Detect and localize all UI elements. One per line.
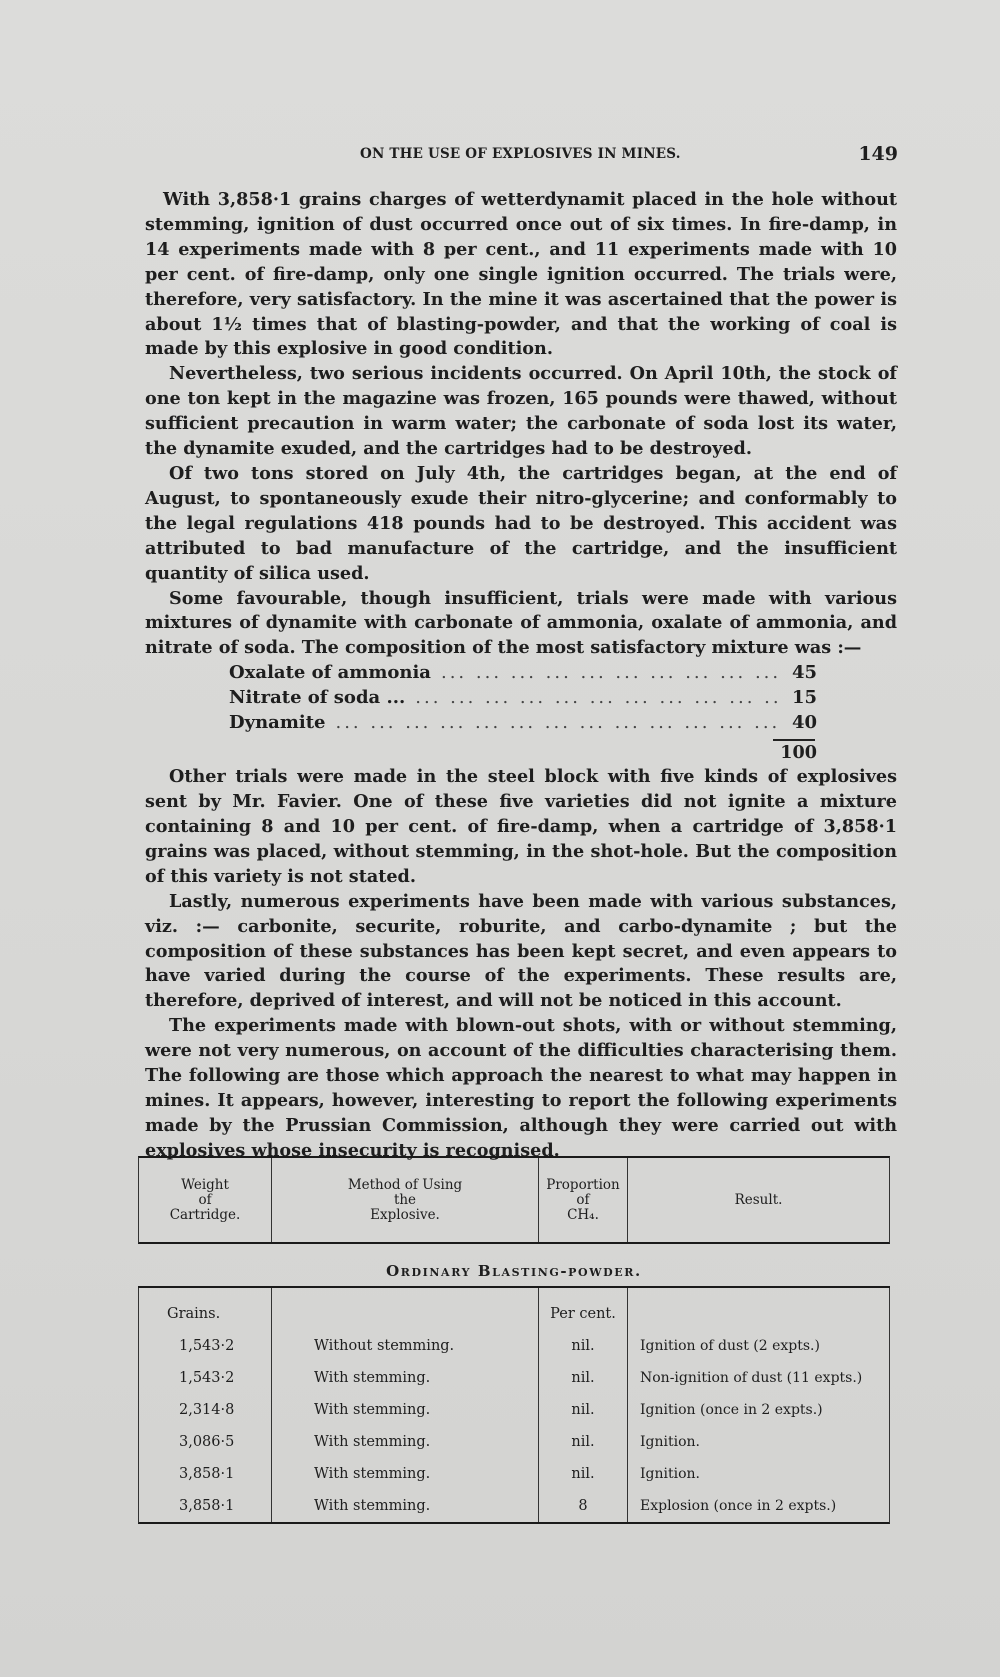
- dot-leader: [415, 686, 777, 711]
- table-cell: 1,543·2: [179, 1338, 235, 1354]
- table-cell: With stemming.: [314, 1466, 431, 1482]
- table-cell: 3,086·5: [179, 1434, 235, 1450]
- table-cell: nil.: [571, 1466, 595, 1482]
- table-cell: Ignition.: [640, 1434, 700, 1450]
- table-cell: With stemming.: [314, 1434, 431, 1450]
- method-column: [272, 1288, 539, 1522]
- mixture-row: [229, 686, 817, 711]
- table-cell: 3,858·1: [179, 1466, 235, 1482]
- paragraph: Of two tons stored on July 4th, the cartridges began, at the end of August, to spontaneously exude their nitro-glycerine; and conformably to the legal regulations 418 pounds had to be destroyed. This accident was attributed to bad manufacture of the cartridge, and the insufficient quantity of silica used.: [145, 462, 897, 584]
- unit-label: Per cent.: [550, 1306, 616, 1322]
- table-cell: nil.: [571, 1338, 595, 1354]
- running-head: ON THE USE OF EXPLOSIVES IN MINES.: [360, 146, 681, 162]
- table-cell: Explosion (once in 2 expts.): [640, 1498, 837, 1514]
- header-proportion: Proportion of CH₄.: [539, 1158, 628, 1242]
- paragraph: Other trials were made in the steel block with five kinds of explosives sent by Mr. Favier. One of these five varieties did not ignite a mixture containing 8 and 10 per cent. of fire-damp, when a cartridge of 3,858·1 grains was placed, without stemming, in the shot-hole. But the composition of this variety is not stated.: [145, 766, 897, 887]
- mixture-list: [229, 661, 817, 765]
- body-text: [145, 188, 897, 1164]
- table-section-title: Ordinary Blasting-powder.: [386, 1262, 642, 1280]
- paragraph: With 3,858·1 grains charges of wetterdynamit placed in the hole without stemming, ignition of dust occurred once out of six times. In fire-damp, in 14 experiments made with 8 per cent., and 11 experiments made with 10 per cent. of fire-damp, only one single ignition occurred. The trials were, therefore, very satisfactory. In the mine it was ascertained that the power is about 1½ times that of blasting-powder, and that the working of coal is made by this explosive in good condition.: [145, 189, 897, 360]
- table-cell: nil.: [571, 1402, 595, 1418]
- mixture-value: 45: [791, 662, 817, 684]
- table-body: [138, 1288, 890, 1524]
- table-header: [138, 1156, 890, 1244]
- mixture-ingredient: Oxalate of ammonia: [229, 662, 431, 684]
- paragraph: The experiments made with blown-out shots, with or without stemming, were not very numerous, on account of the difficulties characterising them. The following are those which approach the nearest to what may happen in mines. It appears, however, interesting to report the following experiments made by the Prussian Commission, although they were carried out with explosives whose insecurity is recognised.: [145, 1015, 897, 1161]
- mixture-ingredient: Nitrate of soda ...: [229, 687, 406, 709]
- blank-cell: [272, 1298, 538, 1330]
- table-cell: Ignition.: [640, 1466, 700, 1482]
- header-weight: Weight of Cartridge.: [139, 1158, 272, 1242]
- mixture-row: [229, 661, 817, 686]
- mixture-value: 15: [791, 687, 817, 709]
- table-cell: With stemming.: [314, 1498, 431, 1514]
- unit-label: Grains.: [167, 1306, 221, 1322]
- header-method: Method of Using the Explosive.: [272, 1158, 539, 1242]
- table-cell: Non-ignition of dust (11 expts.): [640, 1370, 863, 1386]
- dot-leader: [441, 661, 777, 686]
- paragraph: Some favourable, though insufficient, trials were made with various mixtures of dynamite with carbonate of ammonia, oxalate of ammonia, and nitrate of soda. The composition of the most satisfactory mixture was :—: [145, 587, 897, 659]
- table-cell: nil.: [571, 1370, 595, 1386]
- dot-leader: [335, 711, 777, 736]
- result-column: [628, 1288, 889, 1522]
- mixture-value: 40: [791, 712, 817, 734]
- header-result: Result.: [734, 1191, 783, 1208]
- page-number: 149: [858, 143, 898, 165]
- table-cell: 3,858·1: [179, 1498, 235, 1514]
- paragraph: Lastly, numerous experiments have been made with various substances, viz. :— carbonite, securite, roburite, and carbo-dynamite ; but the composition of these substances has been kept secret, and even appears to have varied during the course of the experiments. These results are, therefore, deprived of interest, and will not be noticed in this account.: [145, 890, 897, 1012]
- experiments-table: [138, 1156, 890, 1524]
- proportion-column: [539, 1288, 628, 1522]
- table-cell: 8: [578, 1498, 588, 1514]
- table-cell: 1,543·2: [179, 1370, 235, 1386]
- paragraph: Nevertheless, two serious incidents occurred. On April 10th, the stock of one ton kept in the magazine was frozen, 165 pounds were thawed, without sufficient precaution in warm water; the carbonate of soda lost its water, the dynamite exuded, and the cartridges had to be destroyed.: [145, 363, 897, 460]
- mixture-row: [229, 711, 817, 736]
- table-cell: nil.: [571, 1434, 595, 1450]
- blank-cell: [628, 1298, 889, 1330]
- table-cell: Without stemming.: [314, 1338, 455, 1354]
- table-cell: With stemming.: [314, 1402, 431, 1418]
- table-cell: Ignition (once in 2 expts.): [640, 1402, 823, 1418]
- weight-column: [139, 1288, 272, 1522]
- table-cell: Ignition of dust (2 expts.): [640, 1338, 820, 1354]
- page-header: [140, 143, 900, 173]
- table-cell: 2,314·8: [179, 1402, 235, 1418]
- mixture-total: 100: [780, 742, 817, 764]
- mixture-ingredient: Dynamite: [229, 712, 326, 734]
- table-cell: With stemming.: [314, 1370, 431, 1386]
